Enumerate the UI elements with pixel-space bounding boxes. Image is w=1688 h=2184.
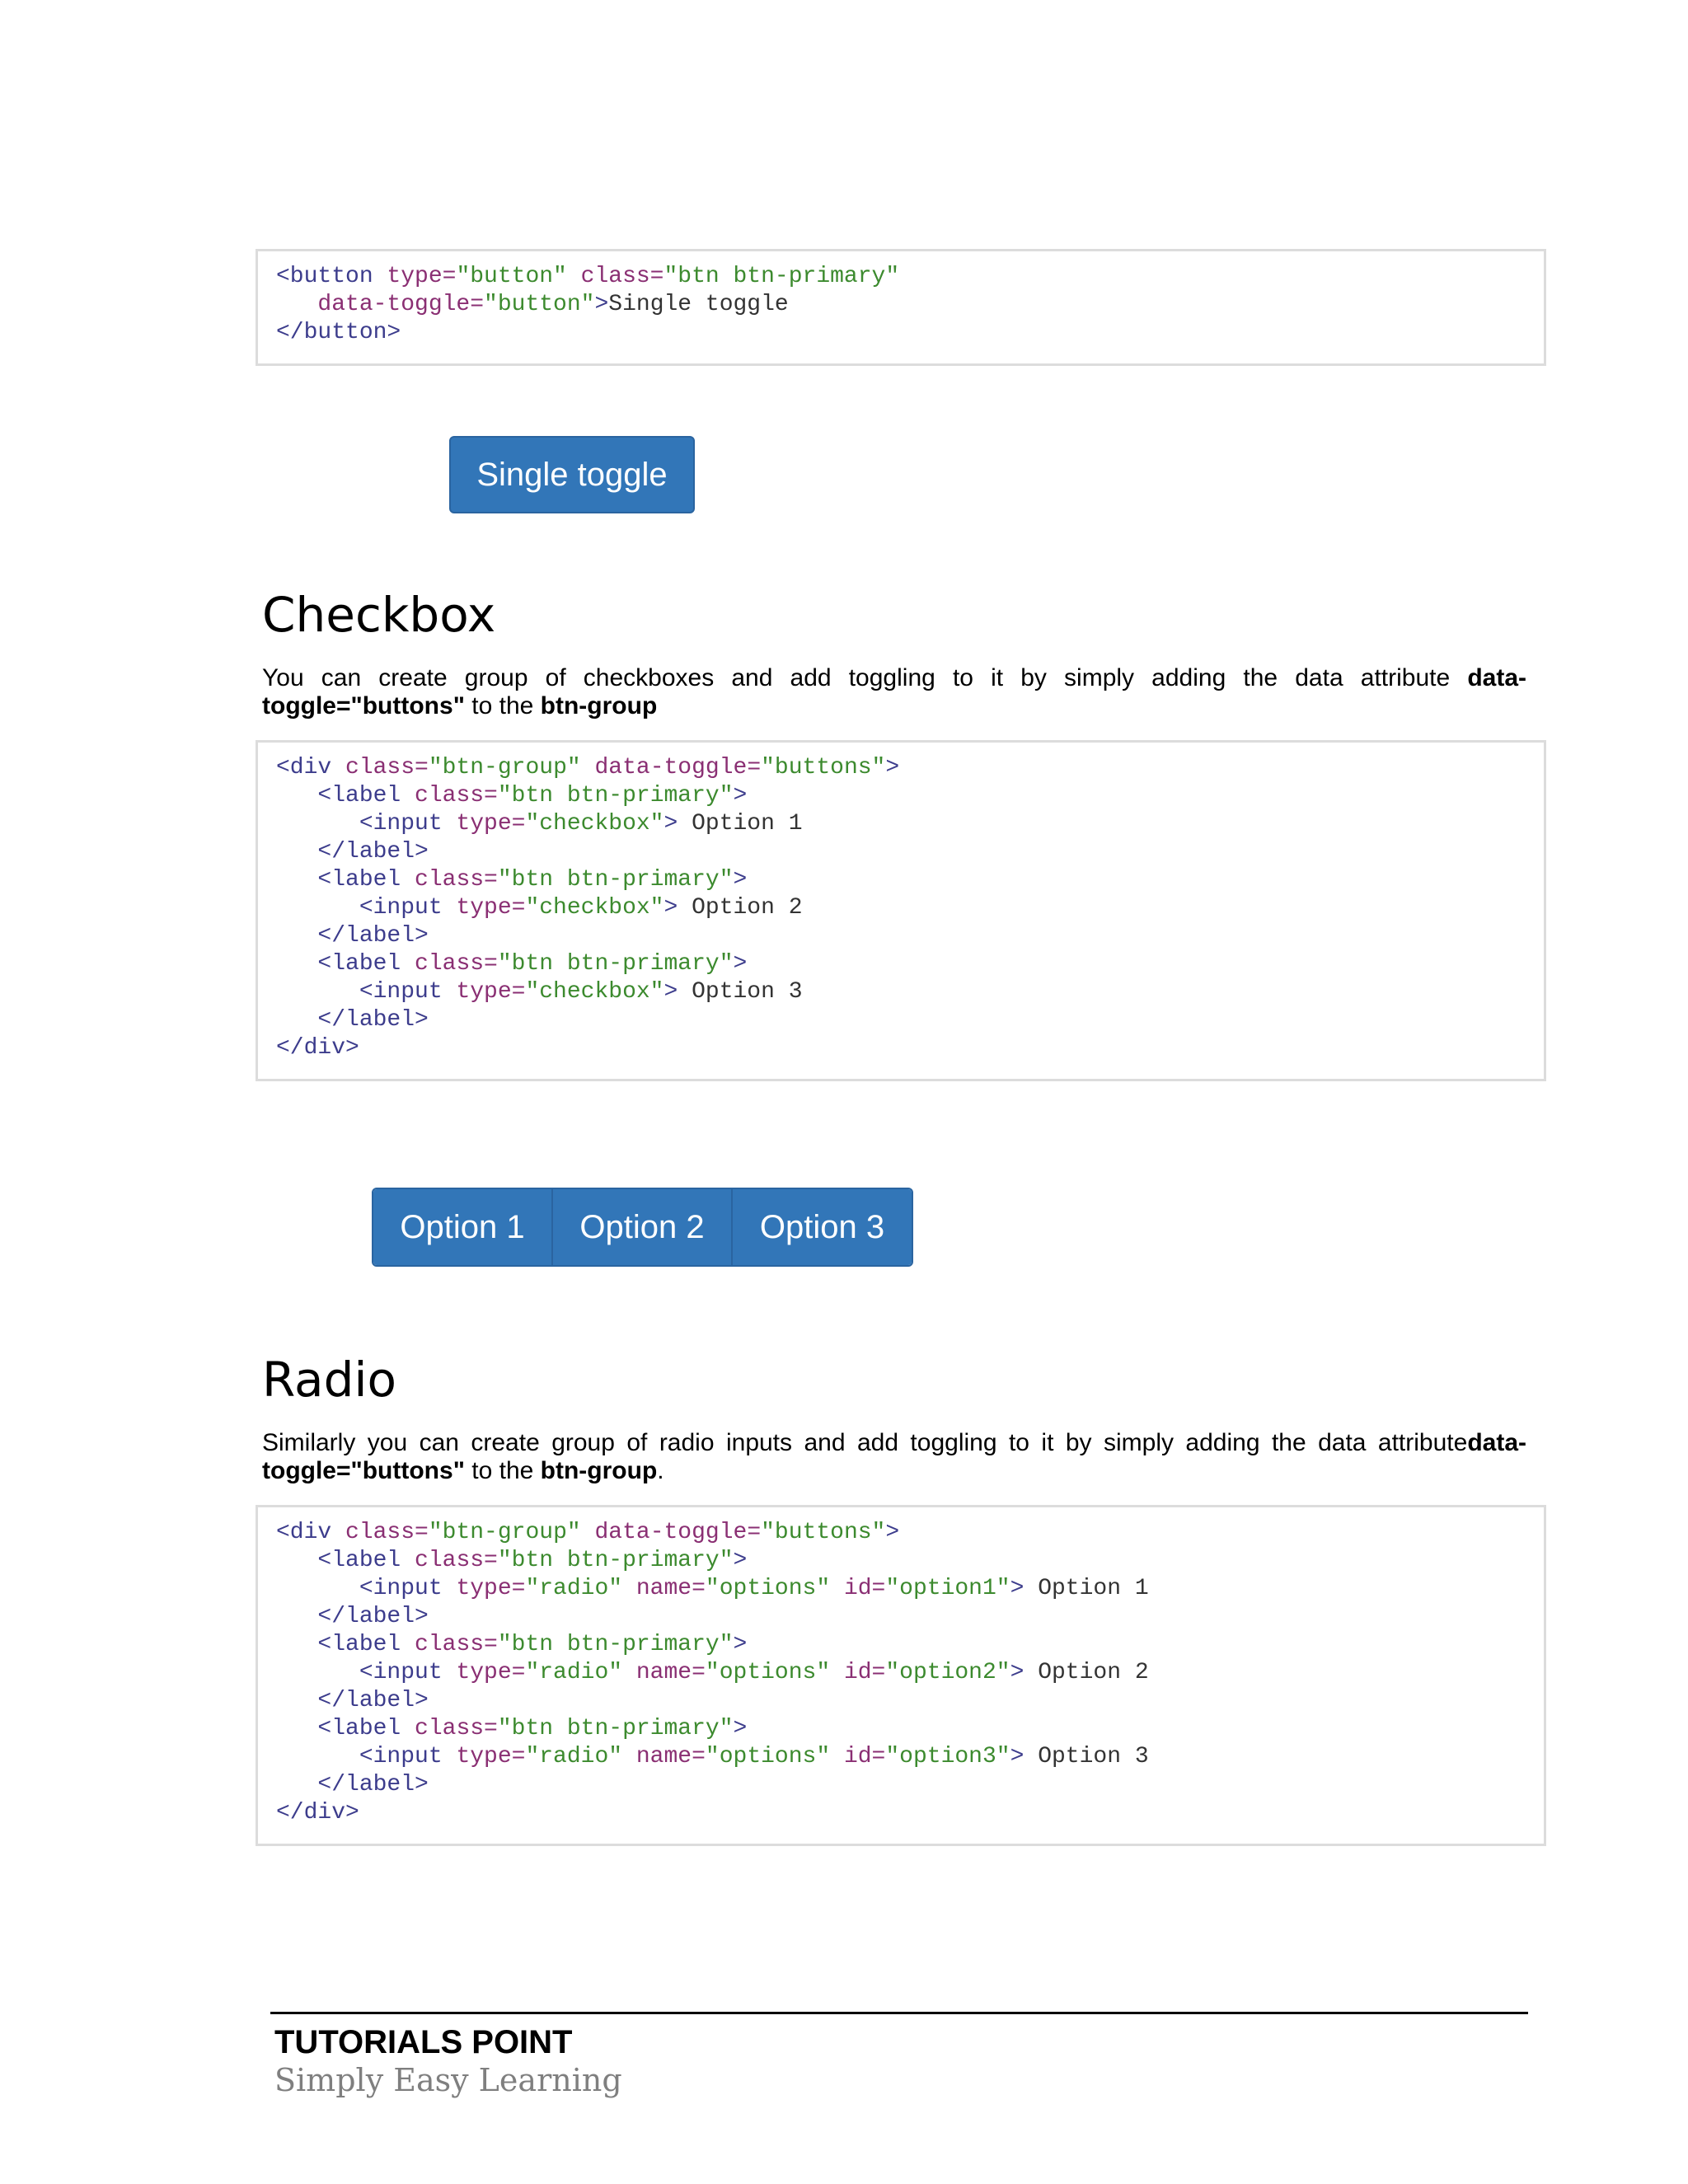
code-token: id= [830, 1576, 886, 1601]
checkbox-option-3-button[interactable] [733, 1189, 912, 1265]
code-line [276, 1519, 1544, 1547]
code-line [276, 810, 1544, 838]
code-token: <input [276, 1660, 457, 1685]
single-toggle-button[interactable] [449, 436, 695, 513]
code-line [276, 1771, 1544, 1799]
code-lines [276, 263, 1544, 347]
code-token: > [733, 1632, 748, 1657]
code-token: > [885, 1520, 900, 1545]
code-line [276, 782, 1544, 810]
checkbox-description [262, 664, 1526, 720]
code-line [276, 894, 1544, 922]
code-lines [276, 1519, 1544, 1827]
code-token: Single toggle [608, 292, 789, 317]
code-token: data-toggle= [276, 292, 485, 317]
radio-desc-bold-2: btn-group [540, 1457, 658, 1484]
code-token: class= [415, 1548, 498, 1573]
checkbox-desc-text-2: to the [464, 692, 541, 719]
code-token: > [733, 1548, 748, 1573]
code-token: "btn btn-primary" [497, 783, 734, 808]
code-token: "radio" [525, 1744, 623, 1769]
code-lines [276, 754, 1544, 1062]
code-token: "checkbox" [525, 811, 664, 837]
code-token: Option 1 [692, 811, 803, 837]
code-token: "btn-group" [428, 755, 581, 780]
code-token: <label [276, 867, 415, 893]
code-block-radio [256, 1505, 1546, 1846]
footer-subtitle: Simply Easy Learning [274, 2062, 622, 2098]
code-line [276, 263, 1544, 291]
radio-description [262, 1429, 1526, 1485]
code-token: </label> [276, 1688, 429, 1713]
code-token: "btn btn-primary" [497, 1632, 734, 1657]
code-token: > [1010, 1744, 1039, 1769]
code-token: "radio" [525, 1660, 623, 1685]
code-line [276, 1034, 1544, 1062]
footer-title: TUTORIALS POINT [274, 2024, 573, 2060]
code-token: "btn btn-primary" [497, 1716, 734, 1741]
code-line [276, 1603, 1544, 1631]
code-token: "btn btn-primary" [663, 264, 900, 289]
code-token: <div [276, 755, 346, 780]
footer-divider [270, 2012, 1528, 2014]
code-line [276, 1006, 1544, 1034]
code-token: type= [456, 979, 526, 1005]
code-token: "options" [705, 1576, 831, 1601]
code-line [276, 838, 1544, 866]
code-token: > [733, 951, 748, 977]
checkbox-heading: Checkbox [262, 587, 496, 643]
code-token: > [663, 895, 692, 921]
code-line [276, 754, 1544, 782]
code-token: </div> [276, 1035, 359, 1061]
code-token: type= [456, 811, 526, 837]
code-token: <input [276, 1576, 457, 1601]
code-token: <label [276, 1716, 415, 1741]
code-token: "option3" [885, 1744, 1010, 1769]
option-label: Option 3 [759, 1208, 885, 1245]
code-token: <label [276, 1548, 415, 1573]
code-token: <button [276, 264, 387, 289]
code-token: "buttons" [761, 755, 886, 780]
radio-desc-text-1: Similarly you can create group of radio inputs and add toggling to it by simply adding the data attribute [262, 1429, 1468, 1456]
code-token: class= [415, 867, 498, 893]
code-token: class= [345, 755, 429, 780]
code-token: "checkbox" [525, 979, 664, 1005]
code-token: type= [456, 1744, 526, 1769]
code-token: "radio" [525, 1576, 623, 1601]
code-line [276, 1687, 1544, 1715]
code-token: class= [415, 1632, 498, 1657]
code-token: </label> [276, 1604, 429, 1629]
code-token: "btn btn-primary" [497, 867, 734, 893]
code-token: <div [276, 1520, 346, 1545]
code-token: class= [415, 1716, 498, 1741]
code-line [276, 922, 1544, 950]
code-line [276, 1799, 1544, 1827]
code-token: Option 1 [1038, 1576, 1149, 1601]
option-label: Option 1 [400, 1208, 525, 1245]
code-token: > [1010, 1660, 1039, 1685]
code-token: "btn btn-primary" [497, 1548, 734, 1573]
code-token: > [663, 811, 692, 837]
code-token: type= [456, 1660, 526, 1685]
code-token: </label> [276, 1772, 429, 1797]
code-token: </label> [276, 923, 429, 949]
code-token: "options" [705, 1660, 831, 1685]
code-token: Option 3 [1038, 1744, 1149, 1769]
code-token: "option2" [885, 1660, 1010, 1685]
checkbox-option-2-button[interactable] [553, 1189, 733, 1265]
code-token: type= [387, 264, 457, 289]
checkbox-button-group [372, 1188, 913, 1267]
radio-desc-text-3: . [657, 1457, 664, 1484]
radio-heading: Radio [262, 1352, 396, 1408]
code-token: Option 2 [692, 895, 803, 921]
code-token: </div> [276, 1800, 359, 1825]
code-token: class= [415, 783, 498, 808]
code-token: type= [456, 895, 526, 921]
code-line [276, 1743, 1544, 1771]
code-line [276, 1715, 1544, 1743]
code-token: > [594, 292, 609, 317]
code-token: </label> [276, 1007, 429, 1033]
code-token: class= [345, 1520, 429, 1545]
code-token: id= [830, 1660, 886, 1685]
code-line [276, 319, 1544, 347]
code-token: class= [566, 264, 664, 289]
code-line [276, 291, 1544, 319]
code-token: > [885, 755, 900, 780]
code-token: type= [456, 1576, 526, 1601]
code-line [276, 950, 1544, 978]
code-line [276, 1631, 1544, 1659]
code-line [276, 866, 1544, 894]
code-token: </button> [276, 320, 401, 345]
code-token: data-toggle= [580, 1520, 762, 1545]
code-line [276, 1547, 1544, 1575]
code-token: class= [415, 951, 498, 977]
code-token: <input [276, 1744, 457, 1769]
code-token: > [663, 979, 692, 1005]
code-token: > [733, 783, 748, 808]
code-token: <label [276, 1632, 415, 1657]
code-token: <label [276, 783, 415, 808]
code-token: <input [276, 811, 457, 837]
code-token: "btn btn-primary" [497, 951, 734, 977]
code-token: name= [622, 1576, 706, 1601]
code-token: <label [276, 951, 415, 977]
code-line [276, 1575, 1544, 1603]
code-token: "buttons" [761, 1520, 886, 1545]
checkbox-desc-bold-2: btn-group [540, 692, 658, 719]
code-token: > [733, 1716, 748, 1741]
code-line [276, 978, 1544, 1006]
radio-desc-text-2: to the [464, 1457, 541, 1484]
checkbox-desc-text-1: You can create group of checkboxes and add toggling to it by simply adding the data attribute [262, 664, 1468, 691]
code-token: "options" [705, 1744, 831, 1769]
checkbox-option-1-button[interactable] [373, 1189, 553, 1265]
code-block-button [256, 249, 1546, 366]
code-token: Option 2 [1038, 1660, 1149, 1685]
code-token: <input [276, 979, 457, 1005]
radio-desc-bold-1: data-toggle="buttons" [262, 1429, 1526, 1484]
code-token: > [1010, 1576, 1039, 1601]
code-token: id= [830, 1744, 886, 1769]
code-token: "option1" [885, 1576, 1010, 1601]
code-token: <input [276, 895, 457, 921]
single-toggle-label: Single toggle [476, 456, 668, 493]
checkbox-desc-bold-1: data-toggle="buttons" [262, 664, 1526, 719]
code-token: </label> [276, 839, 429, 865]
code-block-checkbox [256, 740, 1546, 1081]
code-token: "button" [484, 292, 595, 317]
code-token: "button" [456, 264, 567, 289]
code-token: name= [622, 1660, 706, 1685]
code-token: "btn-group" [428, 1520, 581, 1545]
code-token: name= [622, 1744, 706, 1769]
code-token: > [733, 867, 748, 893]
option-label: Option 2 [579, 1208, 705, 1245]
code-token: Option 3 [692, 979, 803, 1005]
code-token: "checkbox" [525, 895, 664, 921]
code-line [276, 1659, 1544, 1687]
code-token: data-toggle= [580, 755, 762, 780]
